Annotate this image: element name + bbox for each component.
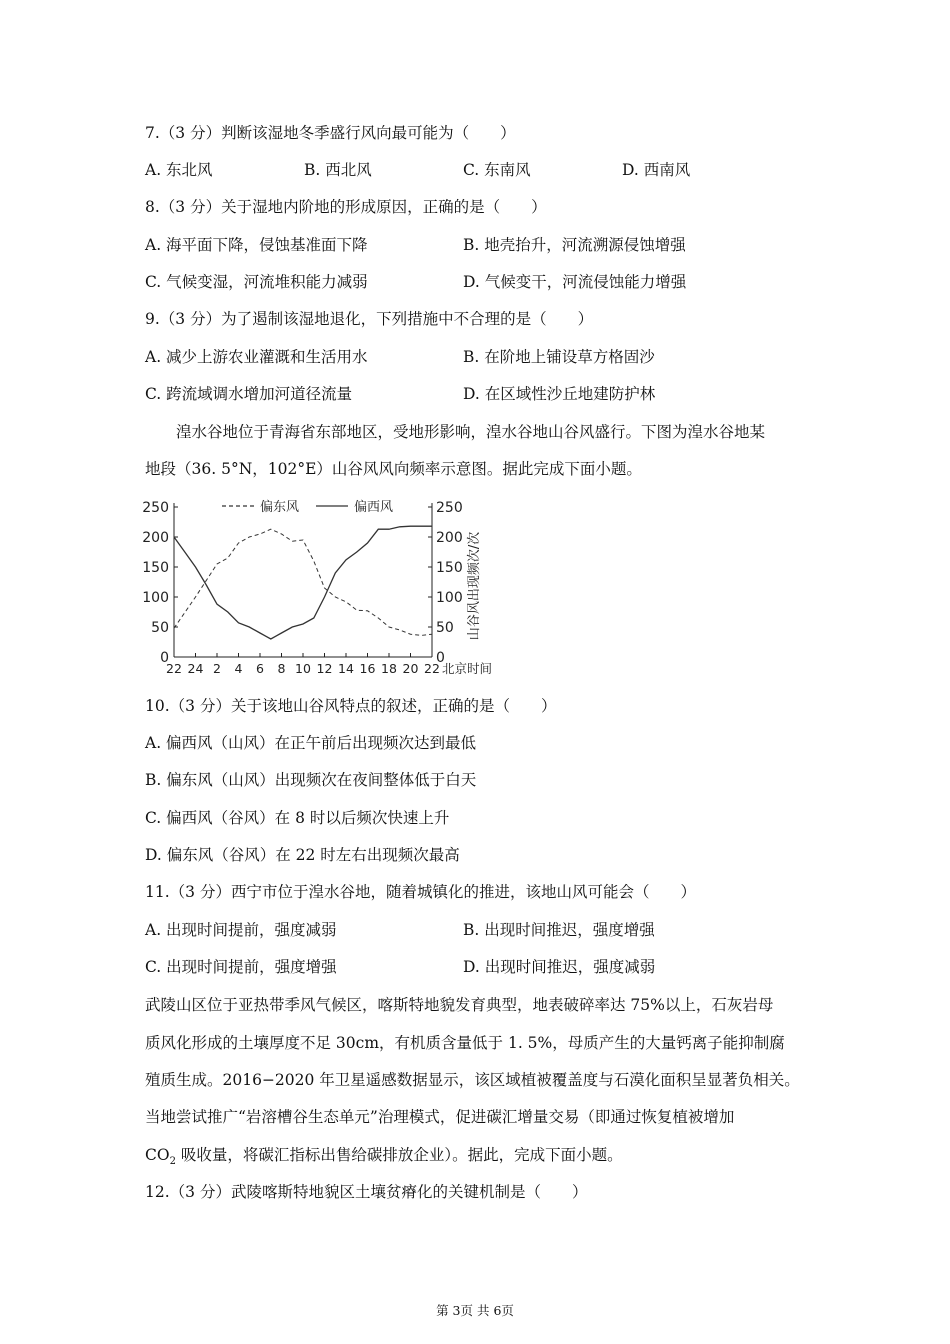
co2-text: CO [145,1146,170,1164]
x-tick-label: 22 [424,661,440,676]
chart-labels [142,499,492,676]
y-tick-label-right: 50 [436,620,454,636]
y-axis-label: 山谷风出现频次/次 [467,531,482,641]
q8-option-b[interactable]: B. 地壳抬升，河流溯源侵蚀增强 [463,236,686,254]
series-line-east [174,529,432,635]
x-tick-label: 4 [234,661,243,676]
y-tick-label-right: 250 [436,500,463,516]
q8-option-c[interactable]: C. 气候变湿，河流堆积能力减弱 [145,273,368,291]
y-tick-label-left: 50 [151,620,169,636]
passage2-line1: 武陵山区位于亚热带季风气候区，喀斯特地貌发育典型，地表破碎率达 75%以上，石灰岩母 [145,996,774,1014]
x-tick-label: 8 [277,661,286,676]
y-tick-label-right: 0 [436,650,445,666]
q9-option-a[interactable]: A. 减少上游农业灌溉和生活用水 [145,348,368,366]
passage1-line1: 湟水谷地位于青海省东部地区，受地形影响，湟水谷地山谷风盛行。下图为湟水谷地某 [176,423,766,441]
q8-stem: 8.（3 分）关于湿地内阶地的形成原因，正确的是（ ） [145,198,547,216]
q11-option-d[interactable]: D. 出现时间推迟，强度减弱 [463,958,656,976]
passage1-line2: 地段（36. 5°N，102°E）山谷风风向频率示意图。据此完成下面小题。 [145,460,642,478]
q10-option-b[interactable]: B. 偏东风（山风）出现频次在夜间整体低于白天 [145,771,477,789]
q12-stem: 12.（3 分）武陵喀斯特地貌区土壤贫瘠化的关键机制是（ ） [145,1183,588,1201]
q7-option-c[interactable]: C. 东南风 [463,161,531,179]
x-tick-label: 18 [381,661,397,676]
series-line-west [174,526,432,639]
y-tick-label-left: 150 [142,560,169,576]
y-tick-label-left: 100 [142,590,169,606]
x-axis-label: 北京时间 [442,661,493,676]
passage2-line4: 当地尝试推广“岩溶槽谷生态单元”治理模式，促进碳汇增量交易（即通过恢复植被增加 [145,1108,735,1126]
q11-stem: 11.（3 分）西宁市位于湟水谷地，随着城镇化的推进，该地山风可能会（ ） [145,883,696,901]
y-tick-label-right: 100 [436,590,463,606]
q9-stem: 9.（3 分）为了遏制该湿地退化，下列措施中不合理的是（ ） [145,310,594,328]
y-tick-label-left: 0 [160,650,169,666]
x-tick-label: 20 [402,661,419,676]
passage2-line3: 殖质生成。2016−2020 年卫星遥感数据显示，该区域植被覆盖度与石漠化面积呈显著负相关。 [145,1071,800,1089]
q9-option-d[interactable]: D. 在区域性沙丘地建防护林 [463,385,656,403]
q7-stem: 7.（3 分）判断该湿地冬季盛行风向最可能为（ ） [145,124,516,142]
q8-option-a[interactable]: A. 海平面下降，侵蚀基准面下降 [145,236,368,254]
passage2-line2: 质风化形成的土壤厚度不足 30cm，有机质含量低于 1. 5%，母质产生的大量钙离子能抑制腐 [145,1034,785,1052]
co2-subscript: 2 [169,1156,176,1168]
q10-option-d[interactable]: D. 偏东风（谷风）在 22 时左右出现频次最高 [145,846,460,864]
x-tick-label: 2 [213,661,221,676]
x-tick-label: 6 [256,661,264,676]
page-footer: 第 3页 共 6页 [436,1303,514,1318]
x-tick-label: 10 [295,661,311,676]
chart-lines [174,526,432,639]
q10-option-c[interactable]: C. 偏西风（谷风）在 8 时以后频次快速上升 [145,809,450,827]
q7-option-d[interactable]: D. 西南风 [622,161,691,179]
q8-option-d[interactable]: D. 气候变干，河流侵蚀能力增强 [463,273,687,291]
q11-option-c[interactable]: C. 出现时间提前，强度增强 [145,958,337,976]
chart-axes [174,503,432,657]
y-tick-label-left: 250 [142,500,169,516]
q9-option-c[interactable]: C. 跨流域调水增加河道径流量 [145,385,353,403]
q9-option-b[interactable]: B. 在阶地上铺设草方格固沙 [463,348,655,366]
legend-label: 偏东风 [260,500,300,515]
y-tick-label-right: 150 [436,560,463,576]
q7-option-a[interactable]: A. 东北风 [145,161,213,179]
y-tick-label-left: 200 [142,530,169,546]
passage2-line5-rest: 吸收量，将碳汇指标出售给碳排放企业）。据此，完成下面小题。 [175,1146,623,1164]
q7-option-b[interactable]: B. 西北风 [304,161,372,179]
q11-option-b[interactable]: B. 出现时间推迟，强度增强 [463,921,655,939]
legend-label: 偏西风 [354,500,394,515]
q10-stem: 10.（3 分）关于该地山谷风特点的叙述，正确的是（ ） [145,697,557,715]
x-tick-label: 12 [316,661,333,676]
q11-option-a[interactable]: A. 出现时间提前，强度减弱 [145,921,337,939]
x-tick-label: 22 [166,661,182,676]
q10-option-a[interactable]: A. 偏西风（山风）在正午前后出现频次达到最低 [145,734,477,752]
x-tick-label: 24 [187,661,204,676]
wind-frequency-chart [140,493,520,683]
passage2-line5 [145,1145,623,1172]
y-tick-label-right: 200 [436,530,463,546]
x-tick-label: 14 [338,661,354,676]
x-tick-label: 16 [359,661,376,676]
